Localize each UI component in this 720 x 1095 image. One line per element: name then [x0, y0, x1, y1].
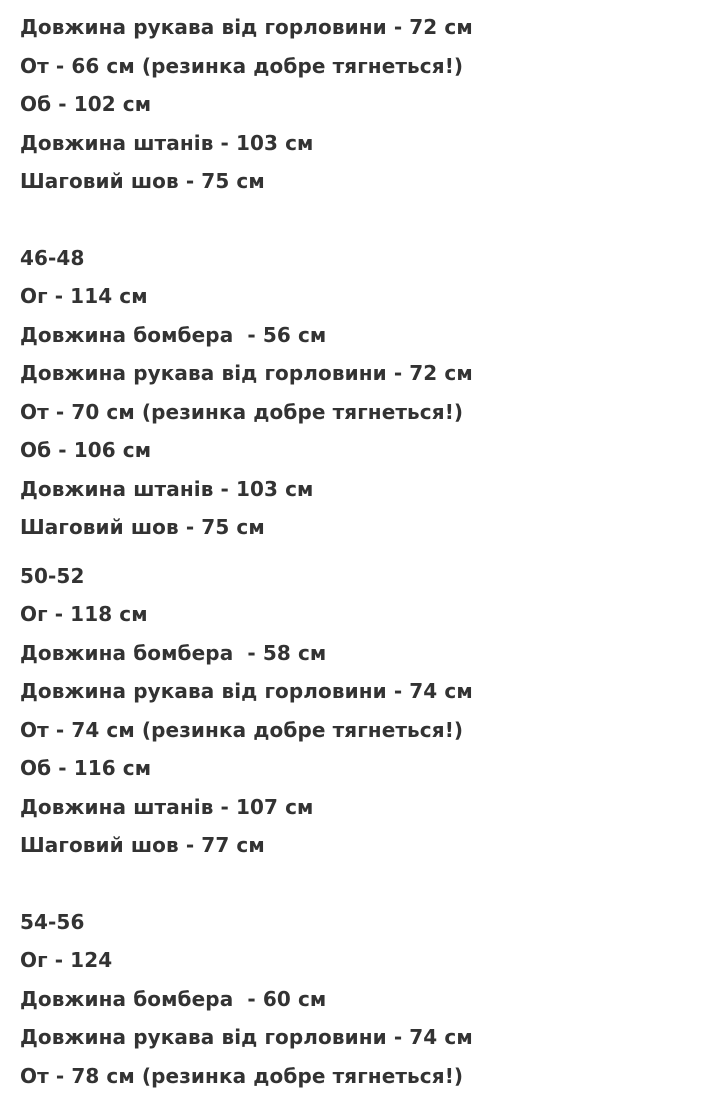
measurement-line: Довжина бомбера - 56 см [20, 316, 700, 355]
measurement-line: Довжина бомбера - 60 см [20, 980, 700, 1019]
size-heading: 54-56 [20, 903, 700, 942]
measurement-line: От - 70 см (резинка добре тягнеться!) [20, 393, 700, 432]
measurement-line: Довжина рукава від горловини - 72 см [20, 354, 700, 393]
measurement-line: Об - 102 см [20, 85, 700, 124]
block-spacer [20, 865, 700, 903]
measurement-line: Об - 106 см [20, 431, 700, 470]
measurement-line: От - 78 см (резинка добре тягнеться!) [20, 1057, 700, 1095]
measurement-line: Шаговий шов - 77 см [20, 826, 700, 865]
measurement-line: Довжина штанів - 103 см [20, 470, 700, 509]
measurement-line: От - 66 см (резинка добре тягнеться!) [20, 47, 700, 86]
measurement-line: Довжина рукава від горловини - 74 см [20, 672, 700, 711]
measurement-line: Ог - 124 [20, 941, 700, 980]
measurement-line: Довжина рукава від горловини - 74 см [20, 1018, 700, 1057]
measurement-line: Шаговий шов - 75 см [20, 162, 700, 201]
measurement-line: Ог - 114 см [20, 277, 700, 316]
block-spacer-small [20, 547, 700, 557]
measurement-line: Ог - 118 см [20, 595, 700, 634]
block-spacer [20, 201, 700, 239]
measurement-line: От - 74 см (резинка добре тягнеться!) [20, 711, 700, 750]
size-heading: 46-48 [20, 239, 700, 278]
measurement-line: Шаговий шов - 75 см [20, 508, 700, 547]
measurement-line: Об - 116 см [20, 749, 700, 788]
measurement-line: Довжина бомбера - 58 см [20, 634, 700, 673]
measurement-line: Довжина штанів - 103 см [20, 124, 700, 163]
size-heading: 50-52 [20, 557, 700, 596]
measurement-line: Довжина штанів - 107 см [20, 788, 700, 827]
measurement-line: Довжина рукава від горловини - 72 см [20, 8, 700, 47]
